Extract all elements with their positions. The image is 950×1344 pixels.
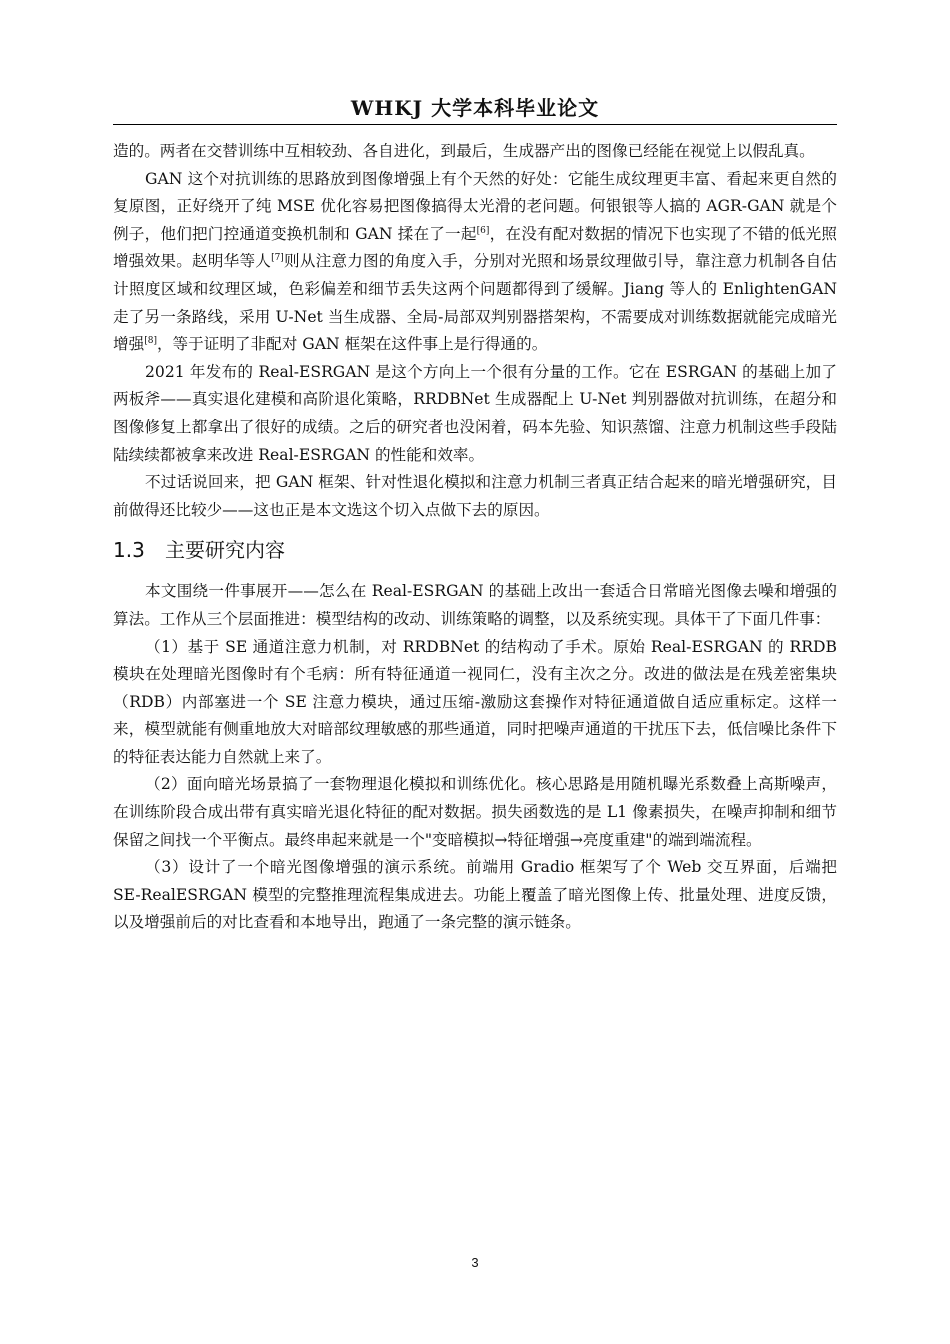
header-rule [113,124,837,125]
paragraph-text: 则从注意力图的角度入手，分别对光照和场景纹理做引导，靠注意力机制各自估计照度区域和纹理区域，色彩偏差和细节丢失这两个问题都得到了缓解。Jiang 等人的 EnlightenGAN 走了另一条路线，采用 U-Net 当生成器、全局-局部双判别器搭架构，不需要成对训练数据就能完成暗光增强 [113,252,837,354]
paragraph-item-2: （2）面向暗光场景搞了一套物理退化模拟和训练优化。核心思路是用随机曝光系数叠上高斯噪声，在训练阶段合成出带有真实暗光退化特征的配对数据。损失函数选的是 L1 像素损失，在噪声抑制和细节保留之间找一个平衡点。最终串起来就是一个"变暗模拟→特征增强→亮度重建"的端到端流程。 [113,775,837,849]
page-number: 3 [471,1255,479,1270]
paragraph-real-esrgan: 2021 年发布的 Real-ESRGAN 是这个方向上一个很有分量的工作。它在 ESRGAN 的基础上加了两板斧——真实退化建模和高阶退化策略，RRDBNet 生成器配上 U-Net 判别器做对抗训练，在超分和图像修复上都拿出了很好的成绩。之后的研究者也没闲着，码本先验、知识蒸馏、注意力机制这些手段陆陆续续都被拿来改进 Real-ESRGAN 的性能和效率。 [113,362,837,464]
section-number: 1.3 [113,538,145,563]
citation-ref: [7] [271,253,284,264]
paragraph-text: ，等于证明了非配对 GAN 框架在这件事上是行得通的。 [156,335,548,354]
paragraph-text: ，在没有配对数据的情况下也实现了不错的低光照增强效果。赵明华等人 [113,224,837,271]
paragraph-text: GAN 这个对抗训练的思路放到图像增强上有个天然的好处：它能生成纹理更丰富、看起来更自然的复原图，正好绕开了纯 MSE 优化容易把图像搞得太光滑的老问题。何银银等人搞的 AGR-GAN 就是个例子，他们把门控通道变换机制和 GAN 揉在了一起 [113,169,837,243]
citation-ref: [8] [144,335,157,346]
paragraph-item-3: （3）设计了一个暗光图像增强的演示系统。前端用 Gradio 框架写了个 Web 交互界面，后端把 SE-RealESRGAN 模型的完整推理流程集成进去。功能上覆盖了暗光图像上传、批量处理、进度反馈，以及增强前后的对比查看和本地导出，跑通了一条完整的演示链条。 [113,858,837,932]
citation-ref: [6] [476,225,490,236]
section-heading [113,536,837,564]
body-text [113,138,837,937]
paragraph-continuation: 造的。两者在交替训练中互相较劲、各自进化，到最后，生成器产出的图像已经能在视觉上以假乱真。 [113,142,815,160]
paragraph-overview: 本文围绕一件事展开——怎么在 Real-ESRGAN 的基础上改出一套适合日常暗光图像去噪和增强的算法。工作从三个层面推进：模型结构的改动、训练策略的调整，以及系统实现。具体干了下面几件事： [113,582,837,628]
paragraph-item-1: （1）基于 SE 通道注意力机制，对 RRDBNet 的结构动了手术。原始 Real-ESRGAN 的 RRDB 模块在处理暗光图像时有个毛病：所有特征通道一视同仁，没有主次之分。改进的做法是在残差密集块（RDB）内部塞进一个 SE 注意力模块，通过压缩-激励这套操作对特征通道做自适应重标定。这样一来，模型就能有侧重地放大对暗部纹理敏感的那些通道，同时把噪声通道的干扰压下去，低信噪比条件下的特征表达能力自然就上来了。 [113,637,837,766]
running-header: WHKJ 大学本科毕业论文 [350,96,600,120]
paragraph-gan-enhancement [113,166,837,359]
paragraph-motivation: 不过话说回来，把 GAN 框架、针对性退化模拟和注意力机制三者真正结合起来的暗光增强研究，目前做得还比较少——这也正是本文选这个切入点做下去的原因。 [113,473,837,519]
section-title: 主要研究内容 [165,538,285,563]
